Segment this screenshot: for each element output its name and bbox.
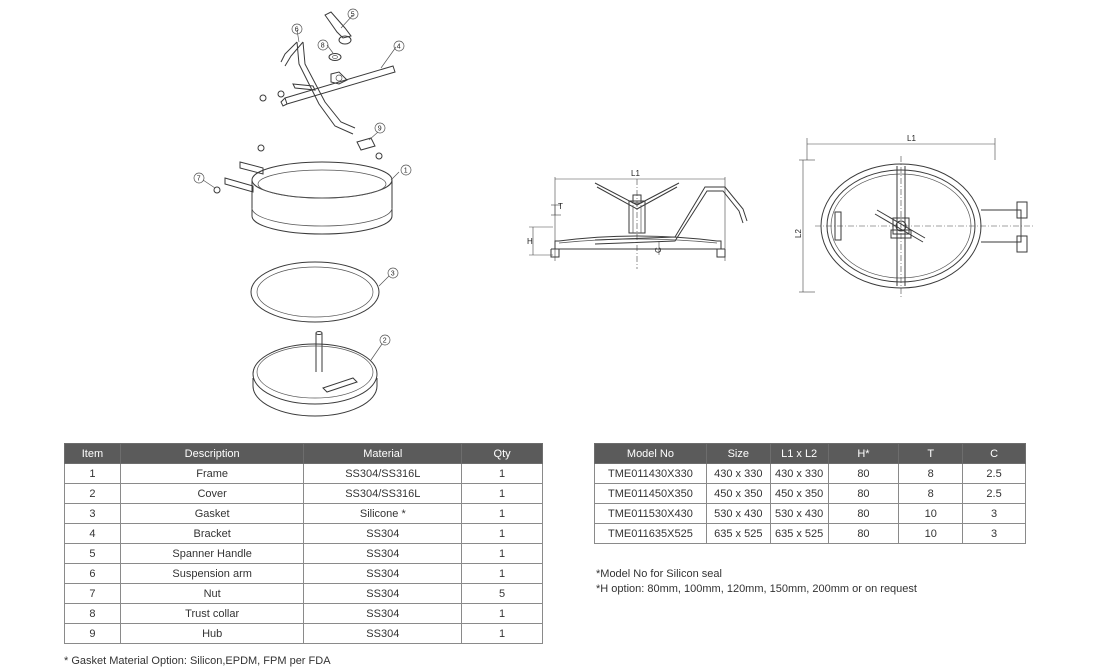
cell-description: Suspension arm [120,564,304,584]
cell-qty: 1 [462,504,543,524]
frame-part [214,162,392,234]
table-row [65,524,543,544]
h-option-note: *H option: 80mm, 100mm, 120mm, 150mm, 200mm or on request [596,583,917,595]
table-row [595,484,1026,504]
gasket-part [251,262,379,322]
cell-size: 450 x 350 [706,484,770,504]
table-row [65,484,543,504]
hub-part [258,138,382,159]
dimension-t: T [558,202,563,211]
cell-description: Bracket [120,524,304,544]
cell-c: 3 [963,524,1026,544]
cell-material: SS304 [304,564,462,584]
cell-l1xl2: 635 x 525 [770,524,828,544]
header-size: Size [706,444,770,464]
callout-8: 8 [320,42,325,50]
cell-qty: 1 [462,524,543,544]
callout-4: 4 [396,43,401,51]
cell-description: Trust collar [120,604,304,624]
cover-part [253,332,377,417]
cell-model-no: TME011430X330 [595,464,707,484]
header-t: T [899,444,963,464]
cell-description: Frame [120,464,304,484]
dimension-c: C [654,247,663,253]
cell-c: 2.5 [963,484,1026,504]
cell-model-no: TME011530X430 [595,504,707,524]
cell-qty: 1 [462,624,543,644]
spanner-handle-part [325,12,351,44]
cell-item: 9 [65,624,121,644]
cell-qty: 1 [462,464,543,484]
cell-item: 6 [65,564,121,584]
callout-9: 9 [377,125,382,133]
cell-material: SS304/SS316L [304,484,462,504]
trust-collar-part [329,54,341,61]
cell-item: 7 [65,584,121,604]
cell-material: SS304 [304,524,462,544]
table-row [65,584,543,604]
dimension-l2: L2 [794,229,803,238]
model-table [594,443,1026,544]
dimension-l1-top: L1 [907,134,916,143]
cell-c: 3 [963,504,1026,524]
cell-description: Hub [120,624,304,644]
callout-5: 5 [350,11,355,19]
table-row [595,524,1026,544]
cell-qty: 5 [462,584,543,604]
table-row [595,504,1026,524]
cell-model-no: TME011635X525 [595,524,707,544]
table-row [65,504,543,524]
cell-qty: 1 [462,484,543,504]
top-view-drawing [785,130,1035,300]
header-item: Item [65,444,121,464]
cell-size: 635 x 525 [706,524,770,544]
table-row [65,604,543,624]
table-row [65,564,543,584]
table-row [65,544,543,564]
cell-size: 530 x 430 [706,504,770,524]
cell-t: 8 [899,464,963,484]
header-l1xl2: L1 x L2 [770,444,828,464]
dimension-l1-side: L1 [631,169,640,178]
cell-h: 80 [828,524,899,544]
cell-c: 2.5 [963,464,1026,484]
cell-item: 1 [65,464,121,484]
cell-item: 3 [65,504,121,524]
parts-table [64,443,543,644]
cell-l1xl2: 530 x 430 [770,504,828,524]
cell-t: 8 [899,484,963,504]
cell-item: 5 [65,544,121,564]
header-material: Material [304,444,462,464]
cell-item: 8 [65,604,121,624]
cell-material: SS304 [304,604,462,624]
header-description: Description [120,444,304,464]
cell-description: Spanner Handle [120,544,304,564]
cell-description: Gasket [120,504,304,524]
cell-model-no: TME011450X350 [595,484,707,504]
model-note: *Model No for Silicon seal [596,568,722,580]
callout-1: 1 [403,167,408,175]
cell-qty: 1 [462,564,543,584]
cell-t: 10 [899,504,963,524]
cell-material: Silicone * [304,504,462,524]
cell-item: 2 [65,484,121,504]
cell-description: Nut [120,584,304,604]
table-row [65,624,543,644]
cell-material: SS304 [304,544,462,564]
cell-material: SS304 [304,584,462,604]
table-row [595,464,1026,484]
cell-l1xl2: 450 x 350 [770,484,828,504]
cell-t: 10 [899,524,963,544]
callout-7: 7 [196,175,201,183]
bracket-part [281,66,395,106]
cell-h: 80 [828,464,899,484]
header-qty: Qty [462,444,543,464]
callout-2: 2 [382,337,387,345]
cell-material: SS304/SS316L [304,464,462,484]
gasket-material-note: * Gasket Material Option: Silicon,EPDM, FPM per FDA [64,655,331,667]
cell-size: 430 x 330 [706,464,770,484]
callout-6: 6 [294,26,299,34]
exploded-view-drawing [185,0,425,425]
header-c: C [963,444,1026,464]
header-h: H* [828,444,899,464]
cell-qty: 1 [462,544,543,564]
dimension-h: H [527,237,533,246]
parts-table-header [65,444,543,464]
callout-3: 3 [390,270,395,278]
side-view-drawing [525,165,765,275]
cell-qty: 1 [462,604,543,624]
cell-l1xl2: 430 x 330 [770,464,828,484]
cell-item: 4 [65,524,121,544]
cell-h: 80 [828,484,899,504]
table-row [65,464,543,484]
cell-h: 80 [828,504,899,524]
header-model-no: Model No [595,444,707,464]
cell-description: Cover [120,484,304,504]
model-table-header [595,444,1026,464]
cell-material: SS304 [304,624,462,644]
